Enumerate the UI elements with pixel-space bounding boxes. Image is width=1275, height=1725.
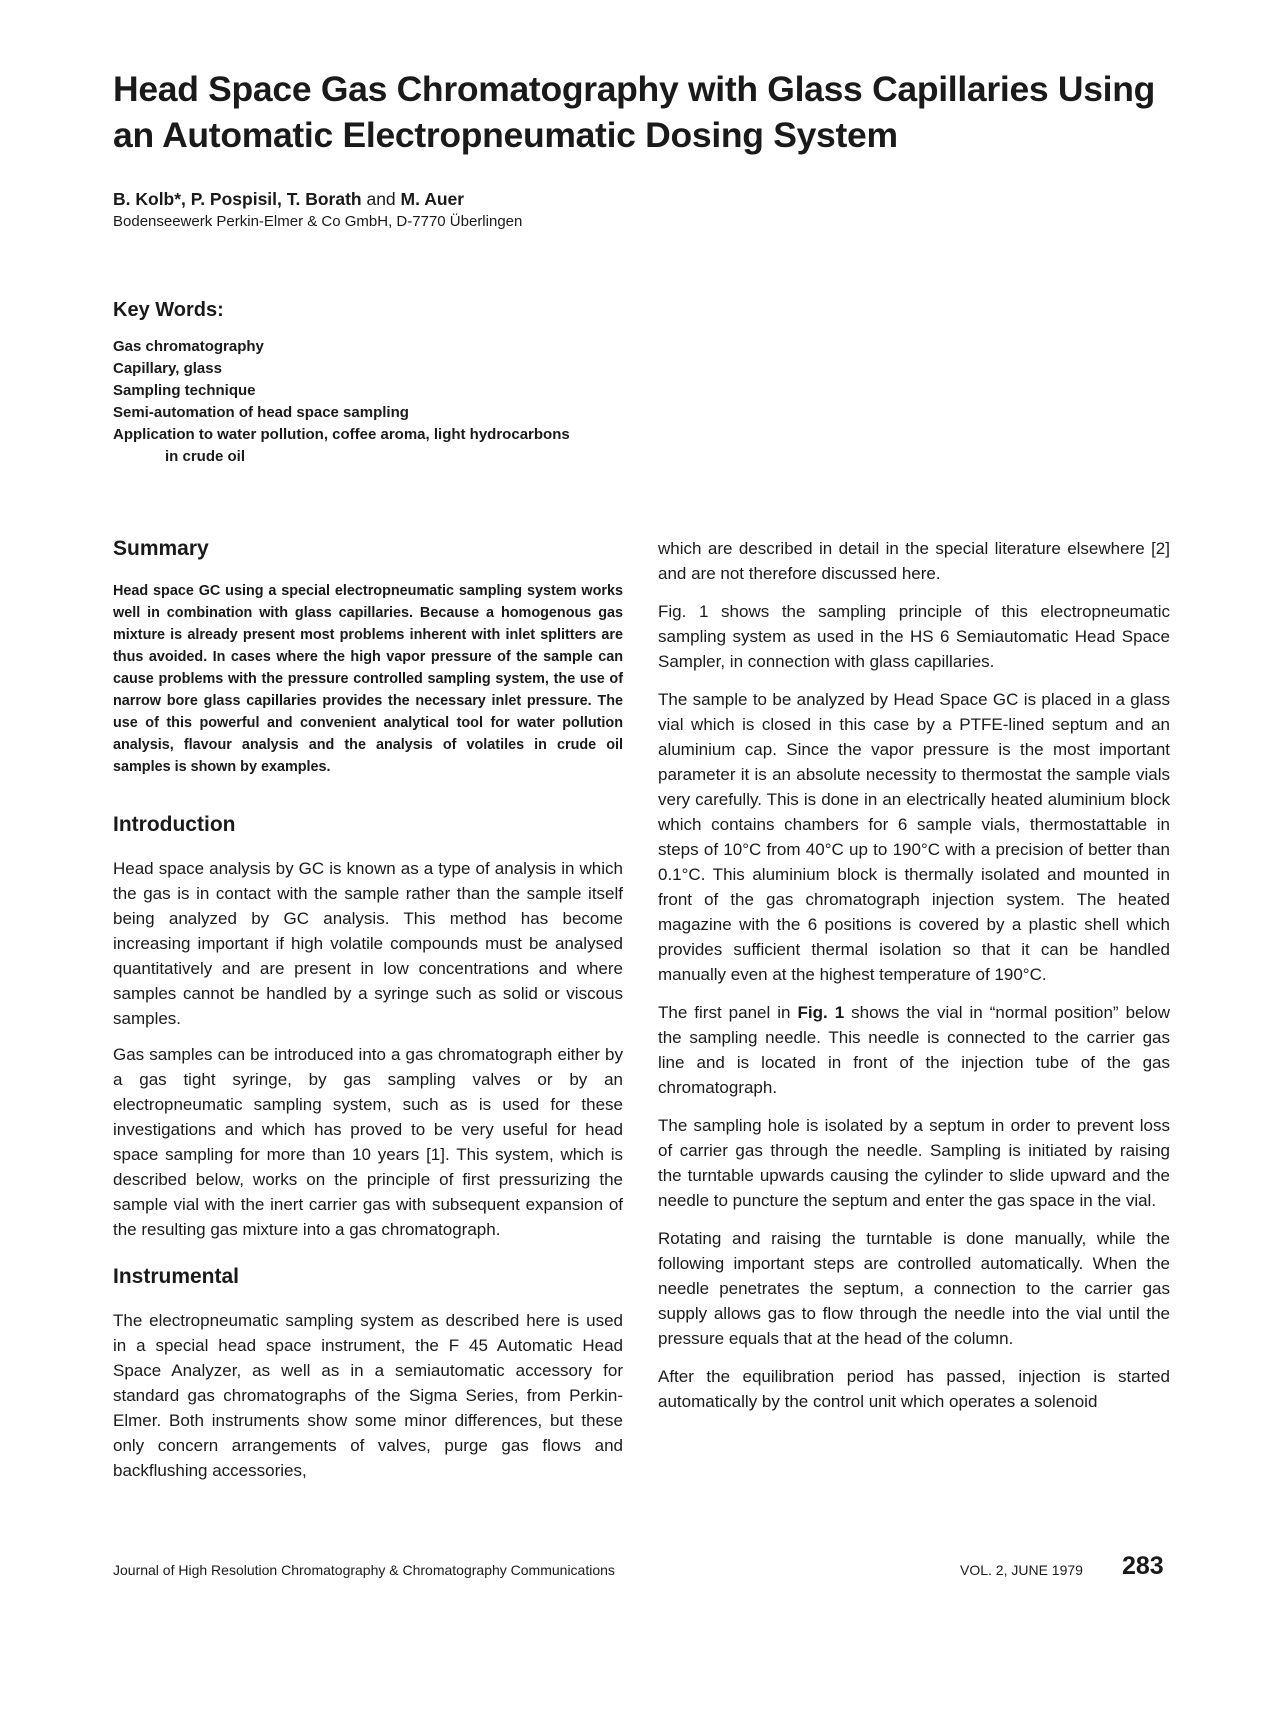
summary-heading: Summary [113,537,209,560]
page-number: 283 [1122,1552,1164,1580]
right-column [658,536,1170,1427]
left-column [113,536,623,1494]
author-conjunction: and [361,189,401,209]
body-paragraph: The sample to be analyzed by Head Space GC is placed in a glass vial which is closed in this case by a PTFE-lined septum and an aluminium cap. Since the vapor pressure is the most important parameter it is an absolute necessity to thermostat the sample vials very carefully. This is done in an electrically heated aluminium block which contains chambers for 6 sample vials, thermostattable in steps of 10°C from 40°C up to 190°C with a precision of better than 0.1°C. This aluminium block is thermally isolated and mounted in front of the gas chromatograph injection system. The heated magazine with the 6 positions is covered by a plastic shell which provides sufficient thermal isolation so that it can be handled manually even at the highest temperature of 190°C. [658,690,1170,984]
article-title: Head Space Gas Chromatography with Glass Capillaries Using an Automatic Electropneumatic Dosing System [113,69,1156,155]
keyword-item: Semi-automation of head space sampling [113,404,409,421]
body-paragraph: Fig. 1 shows the sampling principle of this electropneumatic sampling system as used in the HS 6 Semiautomatic Head Space Sampler, in connection with glass capillaries. [658,602,1170,671]
text-span: shows the vial in “normal position” below the sampling needle. This needle is connected to the carrier gas line and is located in front of the injection tube of the gas chromatograph. [658,1003,1170,1097]
introduction-heading: Introduction [113,813,236,836]
text-span: The first panel in [658,1003,798,1022]
introduction-paragraph: Gas samples can be introduced into a gas chromatograph either by a gas tight syringe, by gas sampling valves or by an electropneumatic sampling system, such as is used for these investigations and which has proved to be very useful for head space sampling for more than 10 years [1]. This system, which is described below, works on the principle of first pressurizing the sample vial with the inert carrier gas with subsequent expansion of the resulting gas mixture into a gas chromatograph. [113,1045,623,1239]
keyword-item: in crude oil [165,448,246,465]
keywords-heading: Key Words: [113,299,224,321]
instrumental-paragraph: The electropneumatic sampling system as described here is used in a special head space instrument, the F 45 Automatic Head Space Analyzer, as well as in a semiautomatic accessory for standard gas chromatographs of the Sigma Series, from Perkin-Elmer. Both instruments show some minor differences, but these only concern arrangements of valves, purge gas flows and backflushing accessories, [113,1311,623,1480]
keyword-item: Gas chromatography [113,338,264,355]
author-affiliation: Bodenseewerk Perkin-Elmer & Co GmbH, D-7770 Überlingen [113,213,523,230]
keyword-item: Sampling technique [113,382,256,399]
footer-volume: VOL. 2, JUNE 1979 [960,1562,1083,1578]
body-paragraph: which are described in detail in the special literature elsewhere [2] and are not therefore discussed here. [658,539,1170,583]
body-paragraph: Rotating and raising the turntable is done manually, while the following important steps are controlled automatically. When the needle penetrates the septum, a connection to the carrier gas supply allows gas to flow through the needle into the vial until the pressure equals that at the head of the column. [658,1229,1170,1348]
body-paragraph [658,1000,1170,1100]
keyword-item: Application to water pollution, coffee aroma, light hydrocarbons [113,426,570,443]
keywords-list [113,336,653,468]
author-names: B. Kolb*, P. Pospisil, T. Borath [113,189,362,209]
author-line [113,188,464,210]
figure-reference: Fig. 1 [797,1003,845,1022]
body-paragraph: The sampling hole is isolated by a septum in order to prevent loss of carrier gas through the needle. Sampling is initiated by raising the turntable upwards causing the cylinder to slide upward and the needle to puncture the septum and enter the gas space in the vial. [658,1116,1170,1210]
instrumental-heading: Instrumental [113,1265,240,1288]
author-last: M. Auer [400,189,465,209]
body-paragraph: After the equilibration period has passed, injection is started automatically by the control unit which operates a solenoid [658,1367,1170,1411]
footer-journal: Journal of High Resolution Chromatography & Chromatography Communications [113,1562,615,1578]
introduction-paragraph: Head space analysis by GC is known as a type of analysis in which the gas is in contact with the sample rather than the sample itself being analyzed by GC analysis. This method has become increasing important if high volatile compounds must be analysed quantitatively and are present in low concentrations and where samples cannot be handled by a syringe such as solid or viscous samples. [113,859,623,1028]
summary-text: Head space GC using a special electropneumatic sampling system works well in combination with glass capillaries. Because a homogenous gas mixture is already present most problems inherent with inlet splitters are thus avoided. In cases where the high vapor pressure of the sample can cause problems with the pressure controlled sampling system, the use of narrow bore glass capillaries provides the necessary inlet pressure. The use of this powerful and convenient analytical tool for water pollution analysis, flavour analysis and the analysis of volatiles in crude oil samples is shown by examples. [113,583,623,775]
keyword-item: Capillary, glass [113,360,222,377]
